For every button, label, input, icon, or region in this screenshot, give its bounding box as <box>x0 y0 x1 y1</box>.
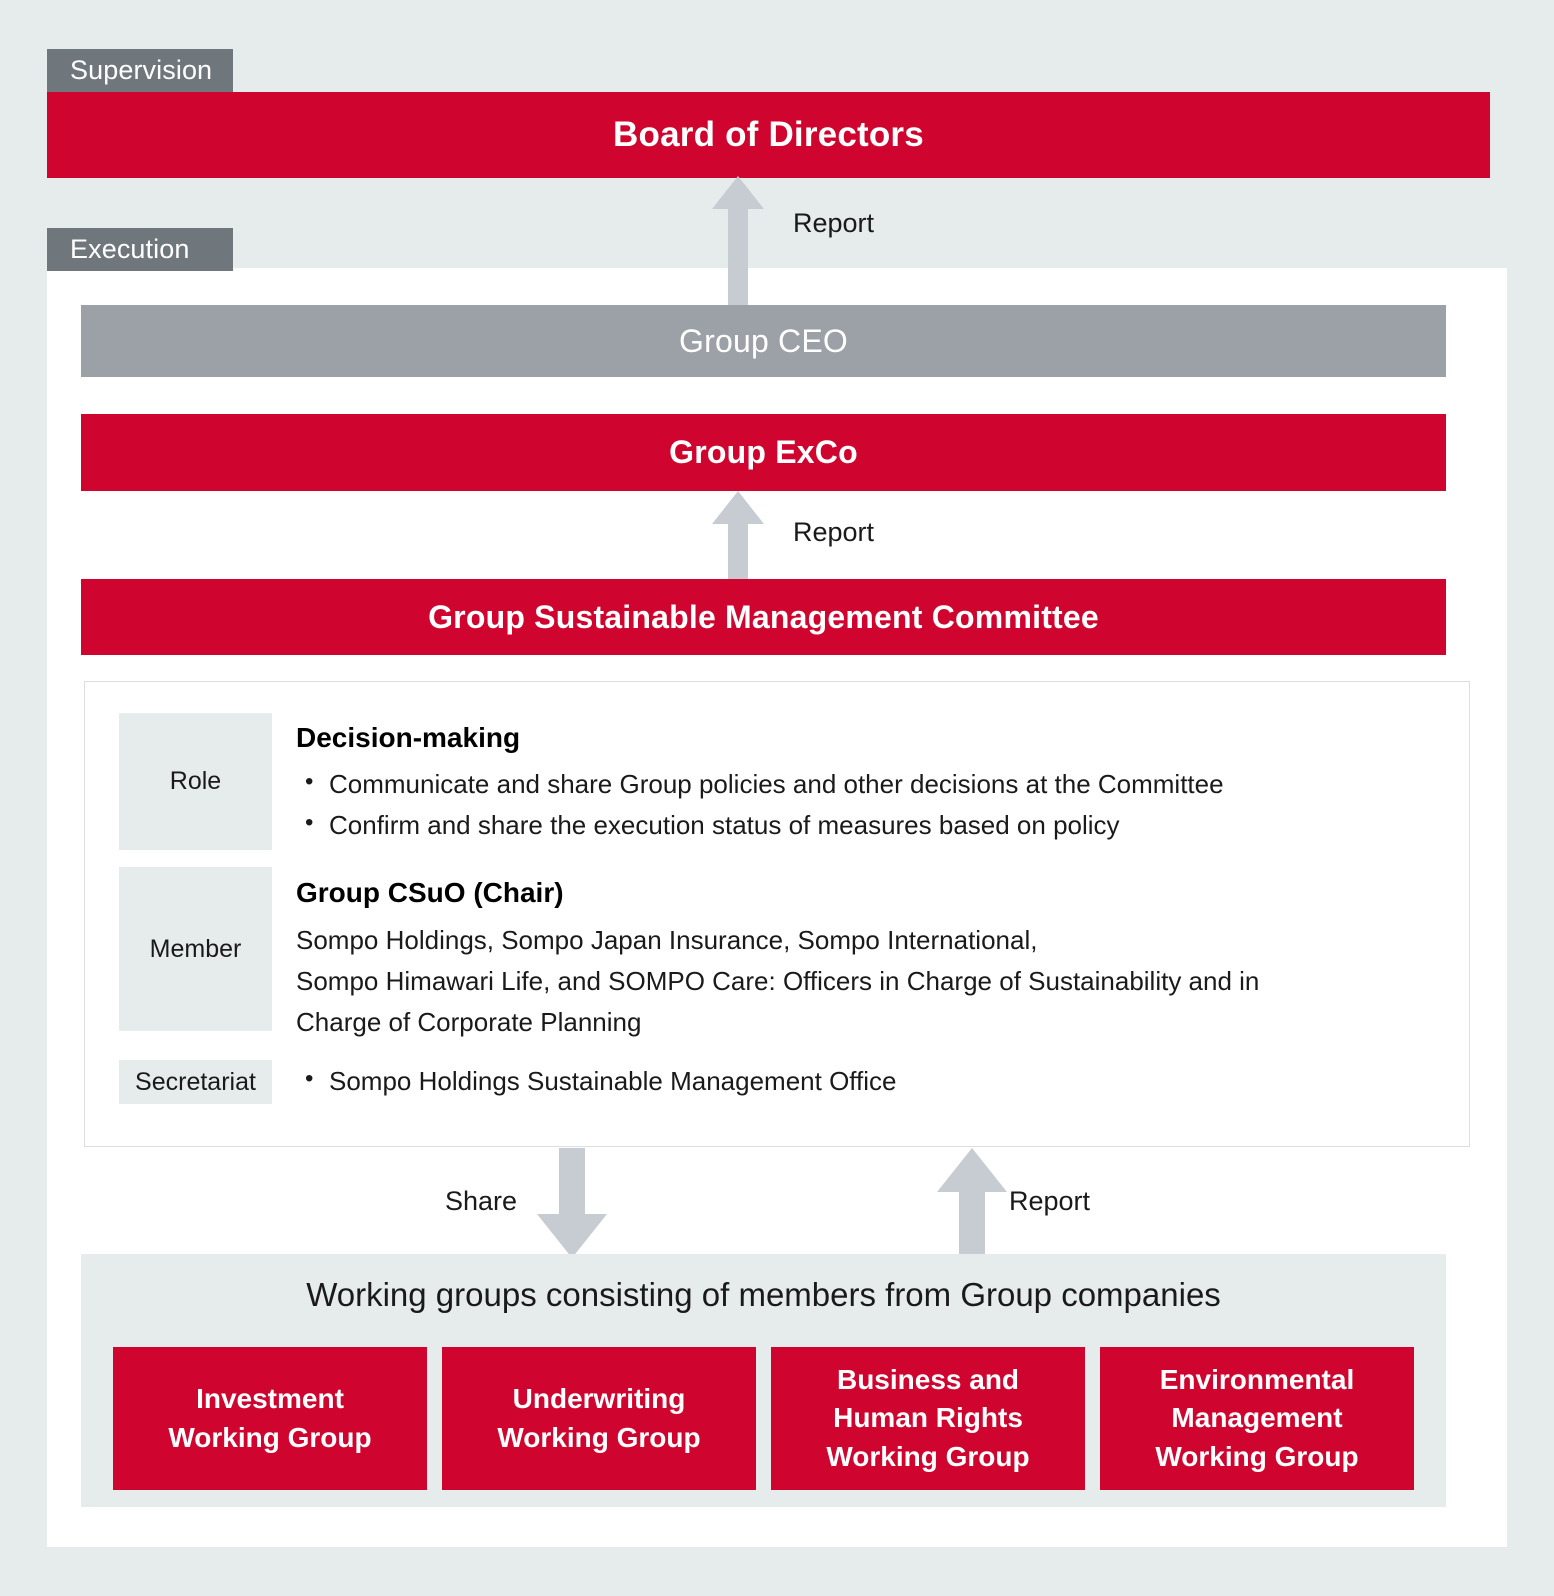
detail-row-member <box>119 867 1259 1043</box>
group-ceo-box: Group CEO <box>81 305 1446 377</box>
working-groups-panel <box>81 1254 1446 1507</box>
working-groups-row <box>113 1347 1414 1490</box>
report-label-board: Report <box>793 208 875 238</box>
member-line: Sompo Holdings, Sompo Japan Insurance, Sompo International, <box>296 925 1038 955</box>
group-exco-box: Group ExCo <box>81 414 1446 491</box>
role-bullet: • Confirm and share the execution status of measures based on policy <box>296 805 1224 846</box>
role-heading: Decision-making <box>296 722 521 753</box>
working-groups-title: Working groups consisting of members from Group companies <box>306 1276 1221 1313</box>
member-heading: Group CSuO (Chair) <box>296 877 564 908</box>
report-label-exco: Report <box>793 517 875 547</box>
execution-tag: Execution <box>47 228 233 271</box>
committee-details-box <box>84 681 1470 1147</box>
member-body <box>296 879 1259 1043</box>
member-line: Charge of Corporate Planning <box>296 1007 642 1038</box>
working-group-card-investment[interactable]: Investment Working Group <box>113 1347 427 1490</box>
member-line: Sompo Himawari Life, and SOMPO Care: Officers in Charge of Sustainability and in <box>296 966 1260 997</box>
report-arrow-from-working-groups <box>937 1148 1007 1258</box>
role-bullet: • Communicate and share Group policies and other decisions at the Committee <box>296 764 1224 805</box>
report-arrow-to-exco <box>712 491 764 581</box>
share-label: Share <box>445 1186 518 1216</box>
secretariat-bullet: • Sompo Holdings Sustainable Management Office <box>296 1061 897 1102</box>
detail-row-secretariat <box>119 1060 897 1104</box>
board-of-directors-box: Board of Directors <box>47 92 1490 178</box>
working-group-card-business-and-human-rights[interactable]: Business and Human Rights Working Group <box>771 1347 1085 1490</box>
share-arrow-down <box>537 1148 607 1258</box>
secretariat-bullets <box>296 1061 897 1102</box>
group-sustainable-management-committee-box: Group Sustainable Management Committee <box>81 579 1446 655</box>
member-chip: Member <box>119 867 272 1031</box>
report-label-working-groups: Report <box>1009 1186 1091 1216</box>
working-group-card-environmental-management[interactable]: Environmental Management Working Group <box>1100 1347 1414 1490</box>
secretariat-chip: Secretariat <box>119 1060 272 1104</box>
secretariat-body <box>296 1061 897 1102</box>
role-bullets <box>296 764 1224 846</box>
role-body <box>296 724 1224 846</box>
report-arrow-to-board <box>712 176 764 308</box>
detail-row-role <box>119 713 1224 850</box>
role-chip: Role <box>119 713 272 850</box>
working-group-card-underwriting[interactable]: Underwriting Working Group <box>442 1347 756 1490</box>
supervision-tag: Supervision <box>47 49 233 92</box>
